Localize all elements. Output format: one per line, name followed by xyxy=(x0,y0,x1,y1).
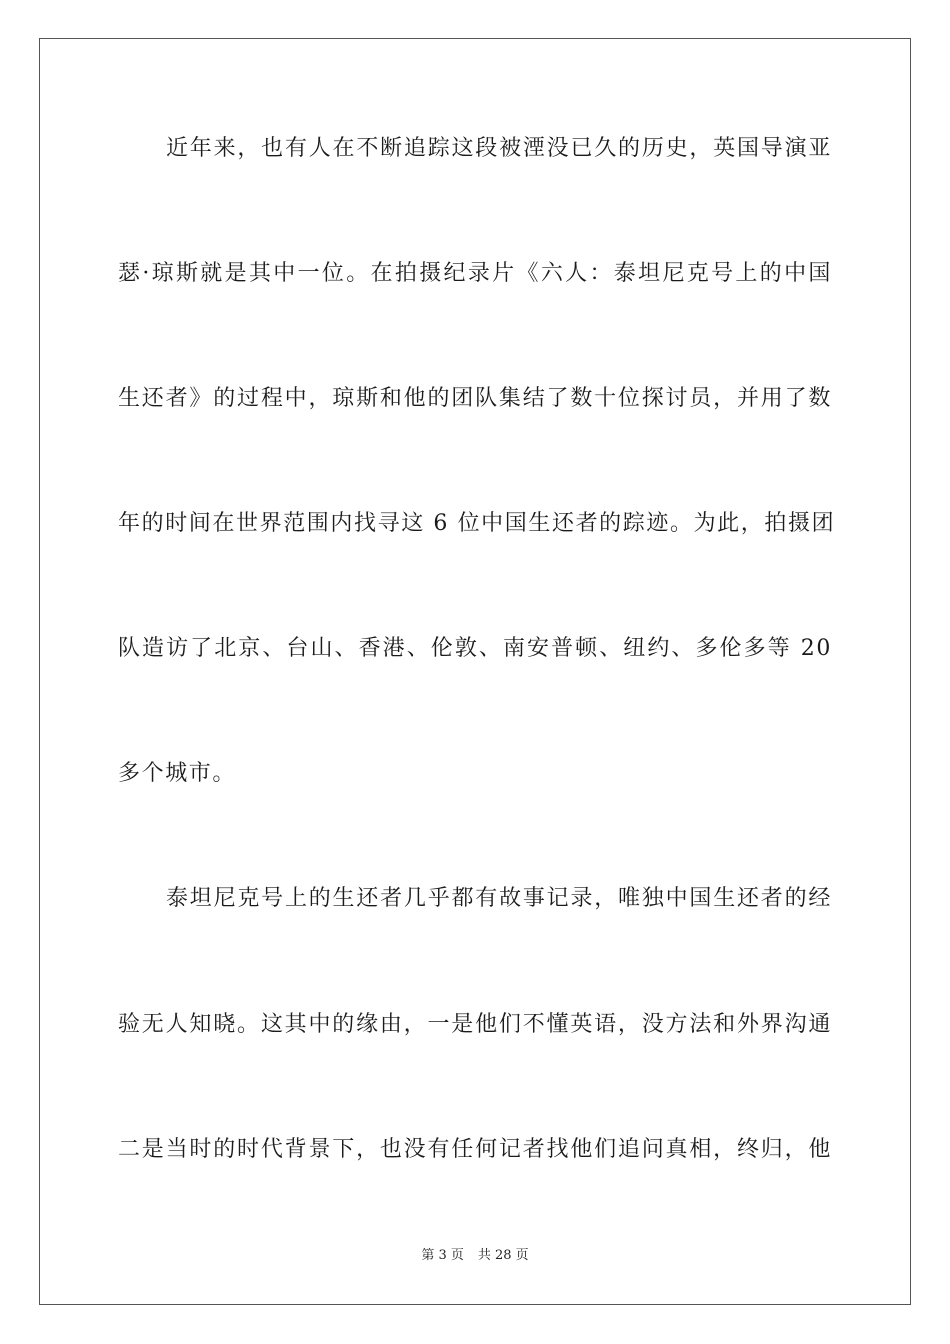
paragraph-1-line-1: 近年来，也有人在不断追踪这段被湮没已久的历史，英国导演亚 xyxy=(166,136,832,161)
paragraph-2-line-3: 二是当时的时代背景下，也没有任何记者找他们追问真相，终归，他 xyxy=(118,1137,832,1162)
page-total: 共 28 页 xyxy=(477,1248,529,1263)
paragraph-1-line-6: 多个城市。 xyxy=(118,761,237,786)
page-border xyxy=(39,38,911,1305)
paragraph-1-line-2: 瑟·琼斯就是其中一位。在拍摄纪录片《六人：泰坦尼克号上的中国 xyxy=(118,261,832,286)
page-footer xyxy=(0,1247,950,1265)
paragraph-1-line-4: 年的时间在世界范围内找寻这 6 位中国生还者的踪迹。为此，拍摄团 xyxy=(118,511,836,536)
paragraph-1-line-5: 队造访了北京、台山、香港、伦敦、南安普顿、纽约、多伦多等 20 xyxy=(118,636,832,661)
paragraph-2-line-2: 验无人知晓。这其中的缘由，一是他们不懂英语，没方法和外界沟通 xyxy=(118,1012,832,1037)
paragraph-2-line-1: 泰坦尼克号上的生还者几乎都有故事记录，唯独中国生还者的经 xyxy=(166,886,832,911)
page-number: 第 3 页 xyxy=(421,1248,464,1263)
paragraph-1-line-3: 生还者》的过程中，琼斯和他的团队集结了数十位探讨员，并用了数 xyxy=(118,386,832,411)
